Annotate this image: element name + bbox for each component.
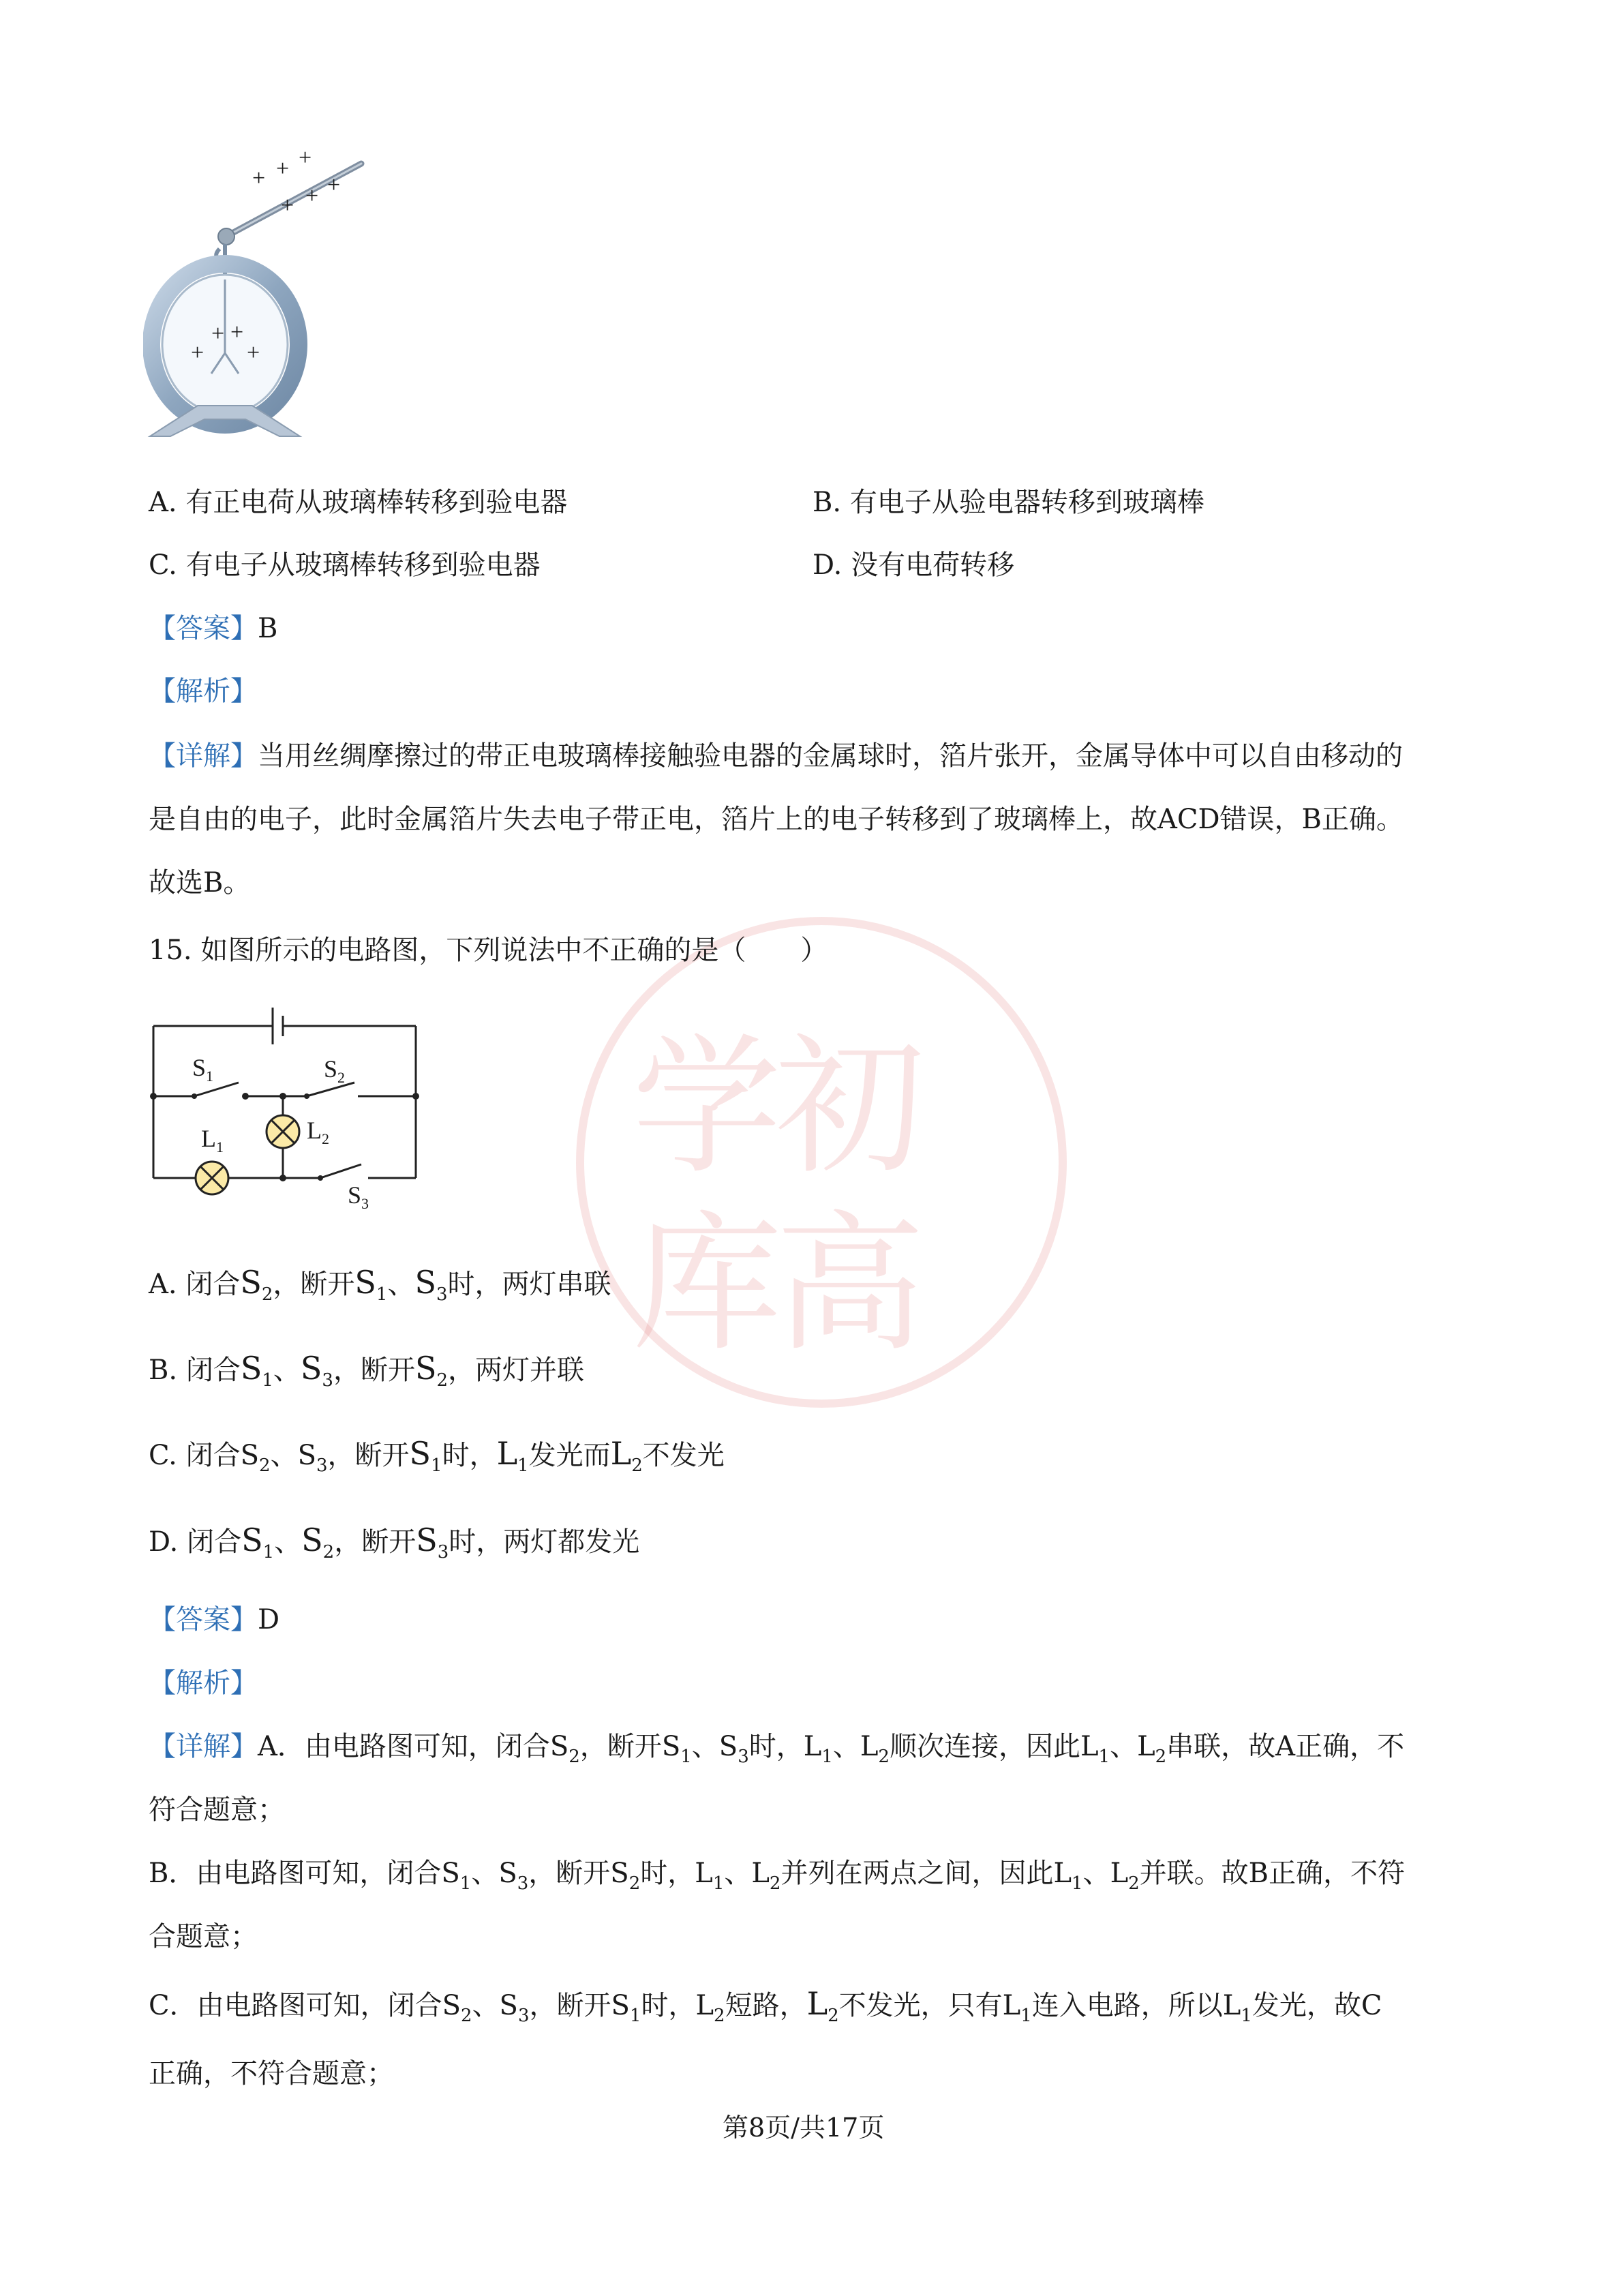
charge-rod-5: +: [305, 183, 319, 209]
label-s3: $S_3$: [348, 1181, 369, 1212]
q14-answer: [149, 607, 277, 646]
circuit-diagram: [143, 995, 429, 1220]
detail-label: 【详解】: [149, 1731, 258, 1762]
label-s1: $S_1$: [192, 1054, 214, 1085]
q15-detail-b: B．由电路图可知，闭合$S_1$、$S_3$，断开$S_2$时，$L_1$、$L_2$并列在两点之间，因此$L_1$、$L_2$并联。故B正确，不符: [149, 1858, 1406, 1894]
q14-detail-line-1: [149, 734, 1403, 773]
charge-rod-1: +: [252, 166, 266, 191]
charge-leaf-3: +: [191, 340, 204, 365]
q14-option-a: A. 有正电荷从玻璃棒转移到验电器: [149, 487, 568, 518]
charge-rod-6: +: [327, 172, 341, 198]
charge-rod-3: +: [299, 145, 312, 170]
q15-option-c: C. 闭合$S_2$、$S_3$，断开$S_1$时，$L_1$发光而$L_2$不发光: [149, 1435, 725, 1476]
q15-detail-a: 【详解】A．由电路图可知，闭合$S_2$，断开$S_1$、$S_3$时，$L_1$、$L_2$顺次连接，因此$L_1$、$L_2$串联，故A正确，不: [149, 1731, 1405, 1767]
answer-value: D: [258, 1604, 280, 1635]
watermark-line2: 库高: [632, 1197, 919, 1372]
label-l1: $L_1$: [201, 1125, 224, 1155]
q15-analysis-label: 【解析】: [149, 1667, 258, 1699]
charge-leaf-4: +: [247, 340, 260, 365]
answer-value: B: [258, 613, 278, 644]
lamp-l2: [267, 1115, 299, 1148]
q15-detail-c-cont: 正确，不符合题意；: [149, 2058, 394, 2089]
electroscope-figure: [143, 136, 389, 450]
q15-option-d: D. 闭合$S_1$、$S_2$，断开$S_3$时，两灯都发光: [149, 1522, 640, 1562]
q15-detail-b-cont: 合题意；: [149, 1921, 258, 1952]
q15-detail-a-cont: 符合题意；: [149, 1794, 285, 1826]
watermark-seal: [576, 917, 1067, 1408]
q14-detail-line-3: 故选B。: [149, 867, 251, 898]
q14-option-d: D. 没有电荷转移: [813, 549, 1015, 581]
lamp-l1: [196, 1162, 228, 1194]
charge-leaf-2: +: [230, 320, 244, 345]
q15-option-a: A. 闭合$S_2$，断开$S_1$、$S_3$时，两灯串联: [149, 1264, 611, 1305]
charge-leaf-1: +: [211, 321, 225, 346]
watermark-line1: 学初: [632, 1020, 919, 1194]
label-l2: $L_2$: [307, 1117, 329, 1147]
q14-analysis-label: 【解析】: [149, 676, 258, 707]
q15-answer: [149, 1598, 279, 1637]
q14-option-b: B. 有电子从验电器转移到玻璃棒: [813, 487, 1204, 518]
detail-text: 当用丝绸摩擦过的带正电玻璃棒接触验电器的金属球时，箔片张开，金属导体中可以自由移动的: [258, 740, 1403, 772]
q14-detail-line-2: 是自由的电子，此时金属箔片失去电子带正电，箔片上的电子转移到了玻璃棒上，故ACD错误，B正确。: [149, 804, 1404, 835]
answer-label: 【答案】: [149, 613, 258, 644]
label-s2: $S_2$: [324, 1055, 346, 1086]
charge-rod-4: +: [281, 193, 294, 218]
q15-detail-c: C．由电路图可知，闭合$S_2$、$S_3$，断开$S_1$时，$L_2$短路，$L_2$不发光，只有$L_1$连入电路，所以$L_1$发光，故C: [149, 1985, 1382, 2026]
q14-option-c: C. 有电子从玻璃棒转移到验电器: [149, 549, 541, 581]
charge-rod-2: +: [276, 156, 290, 181]
q15-stem: 15. 如图所示的电路图，下列说法中不正确的是（ ）: [149, 935, 828, 966]
q15-option-b: B. 闭合$S_1$、$S_3$，断开$S_2$，两灯并联: [149, 1350, 585, 1391]
answer-label: 【答案】: [149, 1604, 258, 1635]
page-footer: 第8页/共17页: [723, 2113, 885, 2143]
detail-label: 【详解】: [149, 740, 258, 772]
